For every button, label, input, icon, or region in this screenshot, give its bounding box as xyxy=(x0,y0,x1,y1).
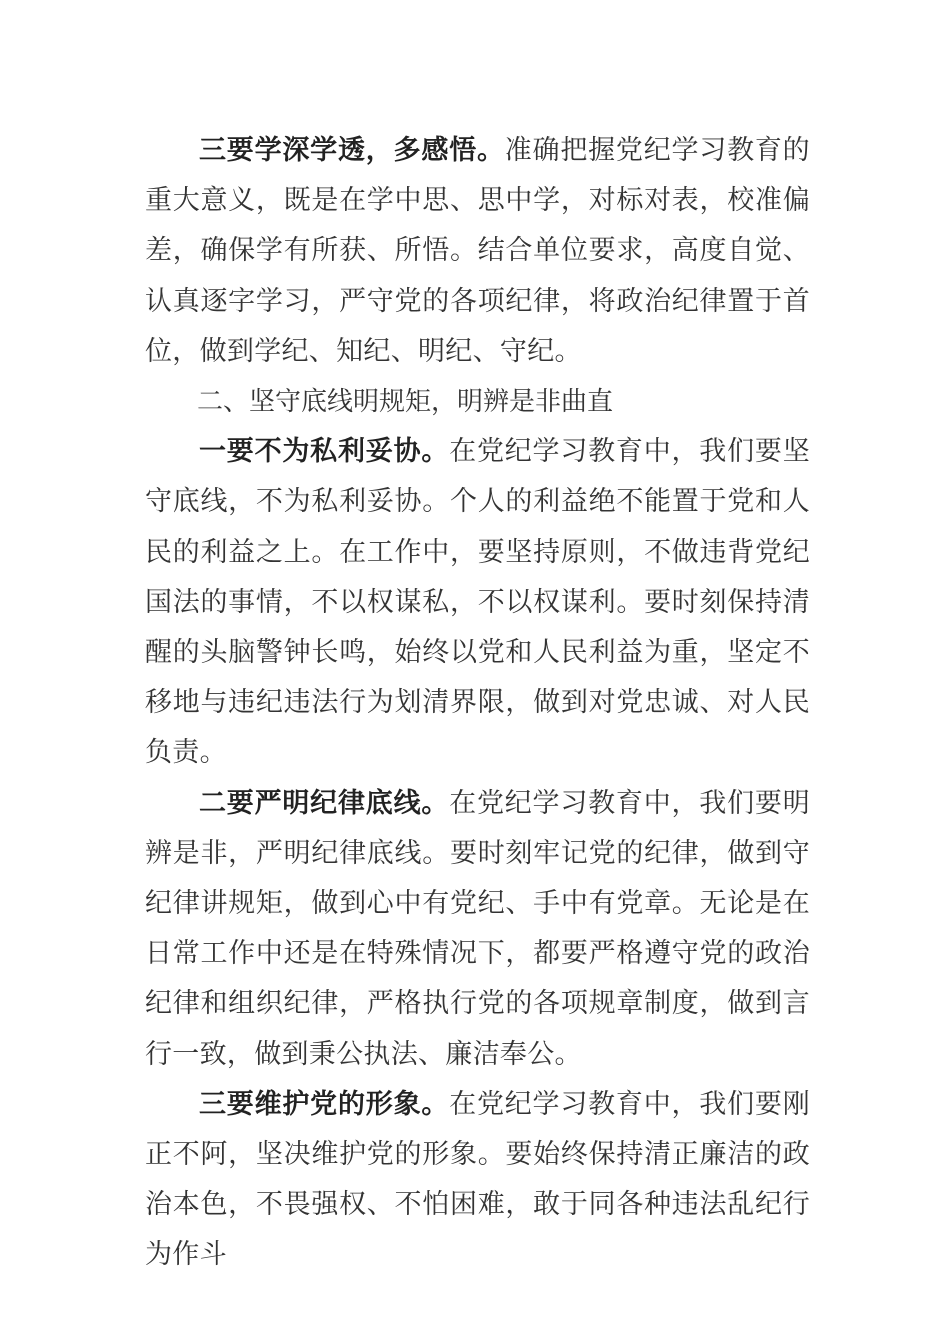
paragraph-no-compromise xyxy=(145,427,810,778)
paragraph-study-deeply xyxy=(145,126,810,377)
paragraph-lead: 三要维护党的形象。 xyxy=(199,1088,450,1120)
paragraph-lead: 三要学深学透，多感悟。 xyxy=(199,135,505,166)
paragraph-discipline-bottom-line xyxy=(145,779,810,1080)
paragraph-text: 在党纪学习教育中，我们要刚正不阿，坚决维护党的形象。要始终保持清正廉洁的政治本色，不畏强权、不怕困难，敢于同各种违法乱纪行为作斗 xyxy=(145,1088,810,1271)
paragraph-text: 准确把握党纪学习教育的重大意义，既是在学中思、思中学，对标对表，校准偏差，确保学有所获、所悟。结合单位要求，高度自觉、认真逐字学习，严守党的各项纪律，将政治纪律置于首位，做到学纪、知纪、明纪、守纪。 xyxy=(145,135,810,367)
paragraph-text: 在党纪学习教育中，我们要坚守底线，不为私利妥协。个人的利益绝不能置于党和人民的利益之上。在工作中，要坚持原则，不做违背党纪国法的事情，不以权谋私，不以权谋利。要时刻保持清醒的头脑警钟长鸣，始终以党和人民利益为重，坚定不移地与违纪违法行为划清界限，做到对党忠诚、对人民负责。 xyxy=(145,436,810,769)
paragraph-lead: 二要严明纪律底线。 xyxy=(199,787,450,819)
paragraph-party-image xyxy=(145,1080,810,1281)
document-body xyxy=(145,126,810,1281)
section-heading: 二、坚守底线明规矩，明辨是非曲直 xyxy=(197,387,614,418)
paragraph-lead: 一要不为私利妥协。 xyxy=(199,436,450,468)
paragraph-text: 在党纪学习教育中，我们要明辨是非，严明纪律底线。要时刻牢记党的纪律，做到守纪律讲规矩，做到心中有党纪、手中有党章。无论是在日常工作中还是在特殊情况下，都要严格遵守党的政治纪律和组织纪律，严格执行党的各项规章制度，做到言行一致，做到秉公执法、廉洁奉公。 xyxy=(145,787,810,1070)
